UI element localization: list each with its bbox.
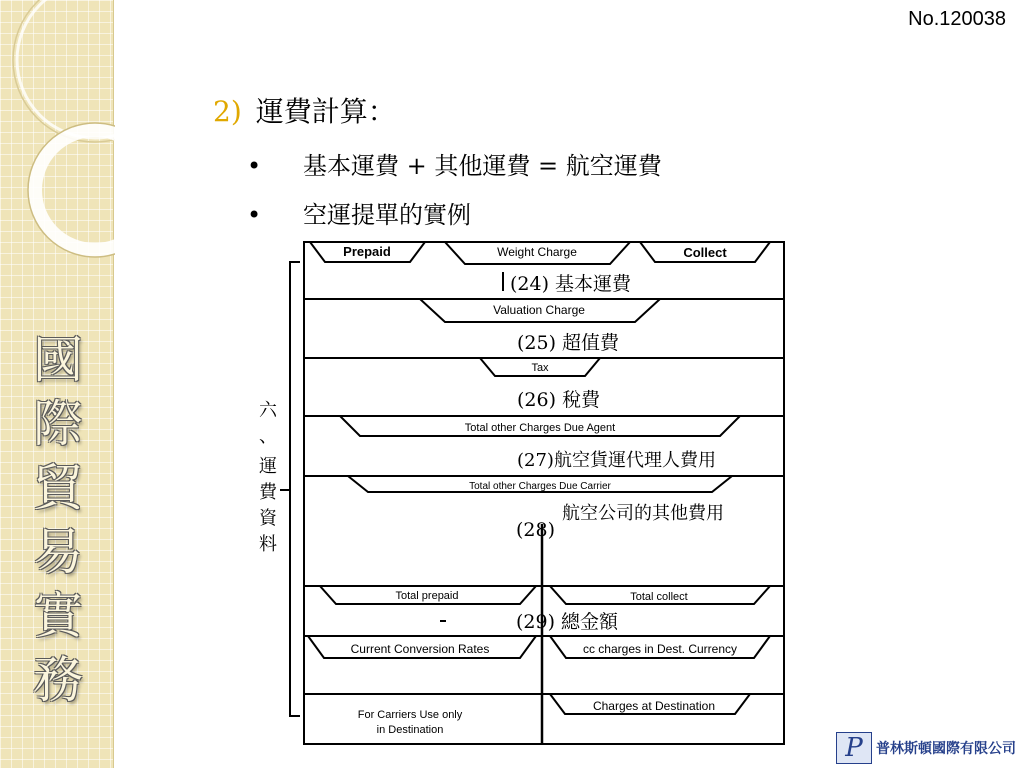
annotation-28-num: (28) [516,519,556,541]
label-conversion-rates: Current Conversion Rates [350,642,490,656]
sidebar-title-char: 務 [33,651,83,709]
company-name: 普林斯頓國際有限公司 [876,741,1016,757]
decorative-rings [0,0,115,300]
label-weight-charge: Weight Charge [497,245,577,259]
slide-number: No.120038 [908,8,1006,30]
bullet-text: 空運提單的實例 [303,201,471,229]
label-collect: Collect [683,245,727,260]
sidebar-title-char: 易 [33,523,83,581]
company-footer [836,732,1016,764]
label-cc-charges: cc charges in Dest. Currency [582,642,738,656]
label-tax: Tax [531,362,549,374]
label-total-collect: Total collect [630,591,688,603]
annotation-26: (26) 稅費 [517,389,601,411]
label-total-prepaid: Total prepaid [395,590,459,602]
heading-text: 運費計算： [255,95,396,128]
annotation-24: (24) 基本運費 [510,273,632,295]
sidebar-title-char: 際 [33,395,83,453]
label-charges-at-destination: Charges at Destination [592,699,716,713]
bracket-char: 料 [259,534,277,555]
bracket-char: 、 [259,426,277,447]
bullet-item [247,146,662,181]
company-logo-letter: P [845,733,863,763]
label-total-other-carrier: Total other Charges Due Carrier [469,481,611,492]
label-valuation-charge: Valuation Charge [493,303,585,317]
annotation-28-text: 航空公司的其他費用 [562,503,724,524]
label-total-other-agent: Total other Charges Due Agent [464,422,616,434]
bullet-marker: • [247,152,262,180]
sidebar-title-char: 國 [33,331,83,389]
annotation-29: (29) 總金額 [516,611,619,633]
bracket-char: 運 [259,456,277,477]
bullet-item [247,195,471,230]
label-prepaid: Prepaid [343,244,391,259]
annotation-25: (25) 超值費 [517,332,620,354]
heading-number: 2) [213,95,242,128]
bullet-marker: • [247,201,262,229]
sidebar-title-char: 實 [33,587,83,645]
section-heading [213,90,396,130]
bracket-char: 資 [259,508,277,529]
annotation-27: (27)航空貨運代理人費用 [517,450,716,471]
bracket-char: 費 [259,482,277,503]
sidebar-title-char: 貿 [33,459,83,517]
bullet-text: 基本運費 + 其他運費 = 航空運費 [303,152,662,180]
bracket-char: 六 [259,400,277,421]
company-logo-icon [836,732,872,764]
label-carrier-use-2: in Destination [376,724,444,736]
label-carrier-use-1: For Carriers Use only [357,709,463,721]
awb-charges-form [240,236,790,748]
sidebar-vertical-title [28,328,88,712]
